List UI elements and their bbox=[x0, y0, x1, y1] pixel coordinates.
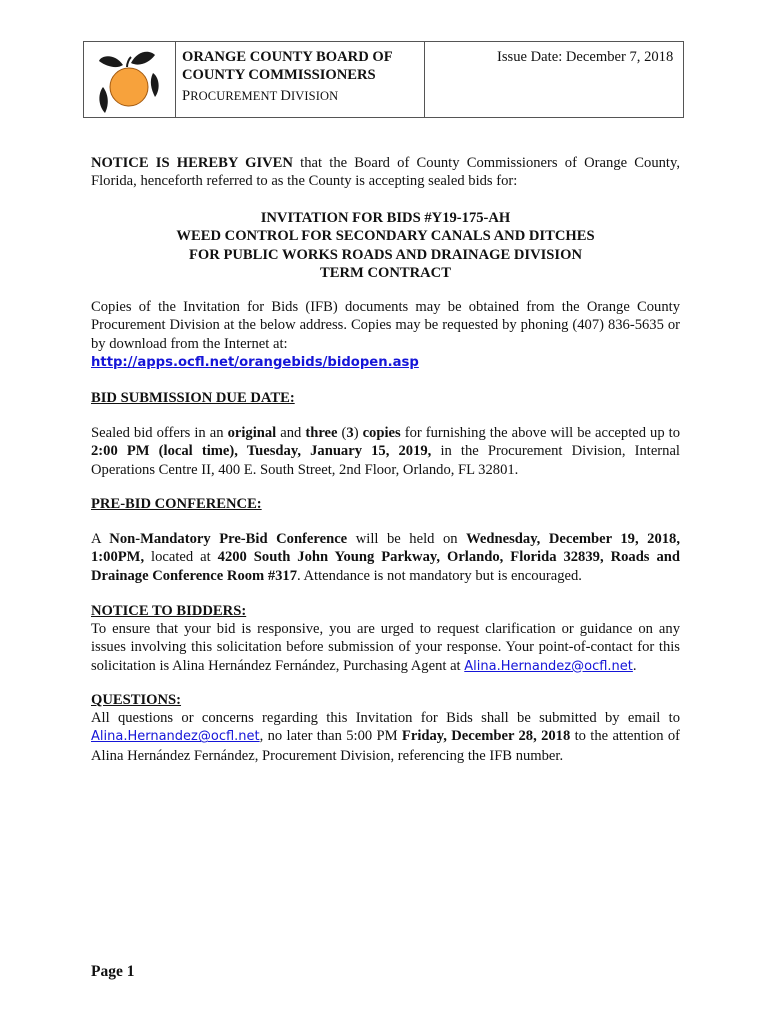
copies-paragraph: Copies of the Invitation for Bids (IFB) documents may be obtained from the Orange County Procurement Division at the below address. Copies may be requested by phoning (407) 836-5635 or by download from the Internet at: http://apps.ocfl.net/orangebids/bidopen.asp bbox=[91, 299, 680, 370]
title-line: WEED CONTROL FOR SECONDARY CANALS AND DITCHES bbox=[176, 228, 595, 245]
org-name-line2: COUNTY COMMISSIONERS bbox=[182, 67, 376, 83]
due-date-heading: BID SUBMISSION DUE DATE: bbox=[91, 390, 295, 406]
title-line: FOR PUBLIC WORKS ROADS AND DRAINAGE DIVISION bbox=[188, 246, 582, 263]
title-line: TERM CONTRACT bbox=[320, 264, 451, 281]
bids-download-link[interactable]: http://apps.ocfl.net/orangebids/bidopen.asp bbox=[91, 354, 419, 370]
due-date-paragraph: Sealed bid offers in an original and three (3) copies for furnishing the above will be accepted up to 2:00 PM (local time), Tuesday, January 15, 2019, in the Procurement Division, Internal Operations Centre II, 400 E. South Street, 2nd Floor, Orlando, FL 32801. bbox=[91, 425, 681, 478]
questions-heading: QUESTIONS: bbox=[91, 692, 182, 708]
organization-cell bbox=[176, 42, 425, 117]
page-number: Page 1 bbox=[91, 963, 135, 980]
org-name-line1: ORANGE COUNTY BOARD OF bbox=[182, 49, 393, 65]
notice-to-bidders-paragraph: To ensure that your bid is responsive, you are urged to request clarification or guidance on any issues involving this solicitation before submission of your response. Your point-of-contact for this solicitation is Alina Hernández Fernández, Purchasing Agent at Alina.Hernandez@ocfl.net. bbox=[91, 621, 680, 674]
division-name: PROCUREMENT DIVISION bbox=[182, 88, 339, 104]
notice-to-bidders-heading: NOTICE TO BIDDERS: bbox=[91, 603, 247, 619]
questions-email-link[interactable]: Alina.Hernandez@ocfl.net bbox=[91, 729, 260, 745]
orange-fruit-icon bbox=[93, 47, 163, 117]
notice-paragraph: NOTICE IS HEREBY GIVEN that the Board of County Commissioners of Orange County, Florida, henceforth referred to as the County is accepting sealed bids for: bbox=[91, 155, 680, 190]
header-box bbox=[83, 41, 684, 118]
contact-email-link[interactable]: Alina.Hernandez@ocfl.net bbox=[464, 658, 633, 674]
issue-date: Issue Date: December 7, 2018 bbox=[497, 49, 674, 65]
pre-bid-heading: PRE-BID CONFERENCE: bbox=[91, 496, 262, 512]
questions-paragraph: All questions or concerns regarding this Invitation for Bids shall be submitted by email to Alina.Hernandez@ocfl.net, no later than 5:00 PM Friday, December 28, 2018 to the attention of Alina Hernández Fernández, Procurement Division, referencing the IFB number. bbox=[91, 710, 680, 764]
bid-title bbox=[91, 209, 680, 282]
logo-cell bbox=[84, 42, 176, 117]
pre-bid-paragraph: A Non-Mandatory Pre-Bid Conference will be held on Wednesday, December 19, 2018, 1:00PM, located at 4200 South John Young Parkway, Orlando, Florida 32839, Roads and Drainage Conference Room #317. Attendance is not mandatory but is encouraged. bbox=[91, 531, 680, 584]
title-line: INVITATION FOR BIDS #Y19-175-AH bbox=[260, 210, 511, 226]
